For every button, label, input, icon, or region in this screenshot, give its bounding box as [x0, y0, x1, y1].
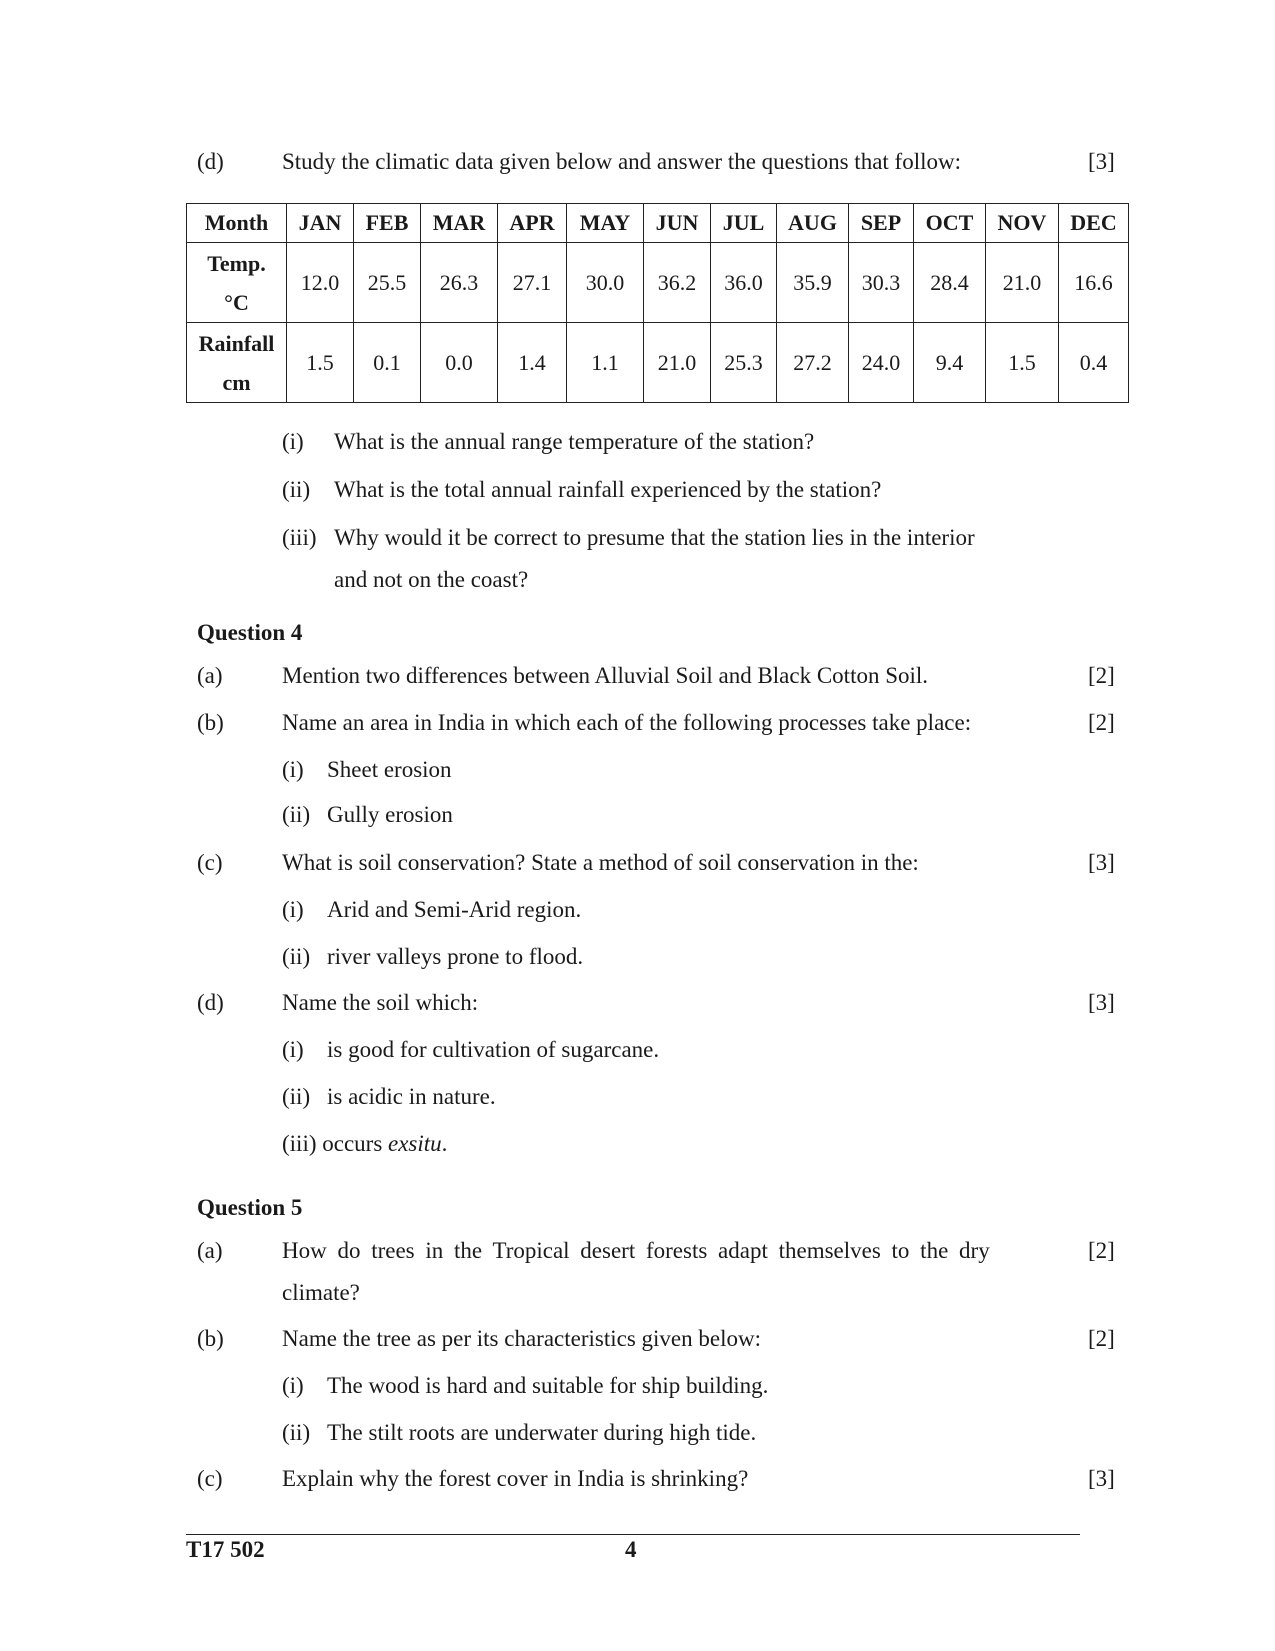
- sub-question-text: [282, 1131, 447, 1157]
- row-header-rainfall: [187, 323, 287, 403]
- paper-code: T17 502: [186, 1537, 265, 1562]
- marks-label: [2]: [1088, 1326, 1115, 1351]
- table-cell: 21.0: [644, 323, 711, 403]
- table-cell: 36.0: [711, 243, 777, 323]
- table-header-cell: JUN: [644, 204, 711, 243]
- table-cell: 1.5: [986, 323, 1059, 403]
- table-cell: 12.0: [287, 243, 354, 323]
- table-cell: 28.4: [914, 243, 986, 323]
- table-cell: 0.0: [421, 323, 498, 403]
- marks-label: [3]: [1088, 149, 1115, 174]
- question-part-label: (a): [197, 663, 223, 688]
- table-header-cell: FEB: [354, 204, 421, 243]
- question-part-label: (b): [197, 1326, 224, 1351]
- table-cell: 9.4: [914, 323, 986, 403]
- sub-question-text: is acidic in nature.: [327, 1084, 496, 1109]
- question-4-heading: Question 4: [197, 620, 303, 645]
- sub-question-number: (ii): [282, 944, 311, 969]
- sub-question-text: What is the total annual rainfall experienced by the station?: [334, 477, 882, 502]
- table-cell: 16.6: [1059, 243, 1129, 323]
- sub-question-prefix: (iii) occurs: [282, 1131, 389, 1156]
- table-cell: 25.3: [711, 323, 777, 403]
- table-header-cell: AUG: [777, 204, 849, 243]
- italic-term: exsitu: [388, 1131, 442, 1156]
- table-header-cell: MAR: [421, 204, 498, 243]
- sub-question-number: (ii): [282, 1420, 311, 1445]
- table-row-temperature: [187, 243, 1129, 323]
- table-header-cell: JUL: [711, 204, 777, 243]
- sub-question-number: (i): [282, 757, 304, 782]
- table-header-cell: APR: [498, 204, 567, 243]
- sub-question-text: The stilt roots are underwater during high tide.: [327, 1420, 757, 1445]
- marks-label: [3]: [1088, 850, 1115, 875]
- table-header-cell: SEP: [849, 204, 914, 243]
- table-row-rainfall: [187, 323, 1129, 403]
- table-header-cell: DEC: [1059, 204, 1129, 243]
- sub-question-number: (ii): [282, 1084, 311, 1109]
- table-header-row: [187, 204, 1129, 243]
- sub-question-number: (i): [282, 1037, 304, 1062]
- table-cell: 35.9: [777, 243, 849, 323]
- footer-divider: [186, 1534, 1080, 1535]
- question-part-label: (c): [197, 850, 223, 875]
- question-text: Name the tree as per its characteristics given below:: [282, 1326, 761, 1351]
- sub-question-number: (i): [282, 429, 304, 454]
- table-header-cell: NOV: [986, 204, 1059, 243]
- table-cell: 1.1: [567, 323, 644, 403]
- marks-label: [3]: [1088, 1466, 1115, 1491]
- sub-question-text: river valleys prone to flood.: [327, 944, 584, 969]
- question-text: What is soil conservation? State a method of soil conservation in the:: [282, 850, 919, 875]
- table-cell: 30.0: [567, 243, 644, 323]
- sub-question-suffix: .: [441, 1131, 448, 1156]
- sub-question-number: (ii): [282, 477, 311, 502]
- table-cell: 21.0: [986, 243, 1059, 323]
- sub-question-text: Why would it be correct to presume that the station lies in the interior: [334, 525, 975, 550]
- table-cell: 0.1: [354, 323, 421, 403]
- question-text: Name an area in India in which each of the following processes take place:: [282, 710, 972, 735]
- table-cell: 30.3: [849, 243, 914, 323]
- question-part-label: (a): [197, 1238, 223, 1263]
- question-part-label: (c): [197, 1466, 223, 1491]
- row-header-line: Temp.: [207, 250, 266, 276]
- table-cell: 27.1: [498, 243, 567, 323]
- table-cell: 1.4: [498, 323, 567, 403]
- table-cell: 1.5: [287, 323, 354, 403]
- sub-question-number: (iii): [282, 525, 317, 550]
- question-text: Explain why the forest cover in India is shrinking?: [282, 1466, 749, 1491]
- marks-label: [2]: [1088, 710, 1115, 735]
- row-header-line: Rainfall: [198, 330, 275, 356]
- marks-label: [2]: [1088, 663, 1115, 688]
- question-text: Mention two differences between Alluvial Soil and Black Cotton Soil.: [282, 663, 929, 688]
- question-text: Study the climatic data given below and answer the questions that follow:: [282, 149, 961, 174]
- sub-question-text: The wood is hard and suitable for ship building.: [327, 1373, 769, 1398]
- sub-question-number: (i): [282, 897, 304, 922]
- table-header-cell: OCT: [914, 204, 986, 243]
- climate-data-table: [186, 203, 1129, 403]
- table-cell: 0.4: [1059, 323, 1129, 403]
- sub-question-text: Arid and Semi-Arid region.: [327, 897, 582, 922]
- question-text: Name the soil which:: [282, 990, 479, 1015]
- table-header-cell: MAY: [567, 204, 644, 243]
- page-number: 4: [625, 1537, 637, 1562]
- marks-label: [2]: [1088, 1238, 1115, 1263]
- table-cell: 25.5: [354, 243, 421, 323]
- row-header-unit: °C: [224, 289, 249, 315]
- table-cell: 36.2: [644, 243, 711, 323]
- table-cell: 26.3: [421, 243, 498, 323]
- table-cell: 24.0: [849, 323, 914, 403]
- marks-label: [3]: [1088, 990, 1115, 1015]
- question-part-label: (b): [197, 710, 224, 735]
- question-text: How do trees in the Tropical desert forests adapt themselves to the dry: [282, 1238, 990, 1263]
- question-part-label: (d): [197, 149, 224, 174]
- sub-question-text: What is the annual range temperature of the station?: [334, 429, 815, 454]
- sub-question-text-continued: and not on the coast?: [334, 567, 529, 592]
- table-header-cell: Month: [187, 204, 287, 243]
- table-header-cell: JAN: [287, 204, 354, 243]
- question-5-heading: Question 5: [197, 1195, 303, 1220]
- sub-question-number: (ii): [282, 802, 311, 827]
- table-cell: 27.2: [777, 323, 849, 403]
- question-text-continued: climate?: [282, 1280, 360, 1305]
- sub-question-text: Gully erosion: [327, 802, 453, 827]
- sub-question-text: Sheet erosion: [327, 757, 452, 782]
- sub-question-number: (i): [282, 1373, 304, 1398]
- row-header-unit: cm: [222, 369, 251, 395]
- row-header-temperature: [187, 243, 287, 323]
- question-part-label: (d): [197, 990, 224, 1015]
- sub-question-text: is good for cultivation of sugarcane.: [327, 1037, 660, 1062]
